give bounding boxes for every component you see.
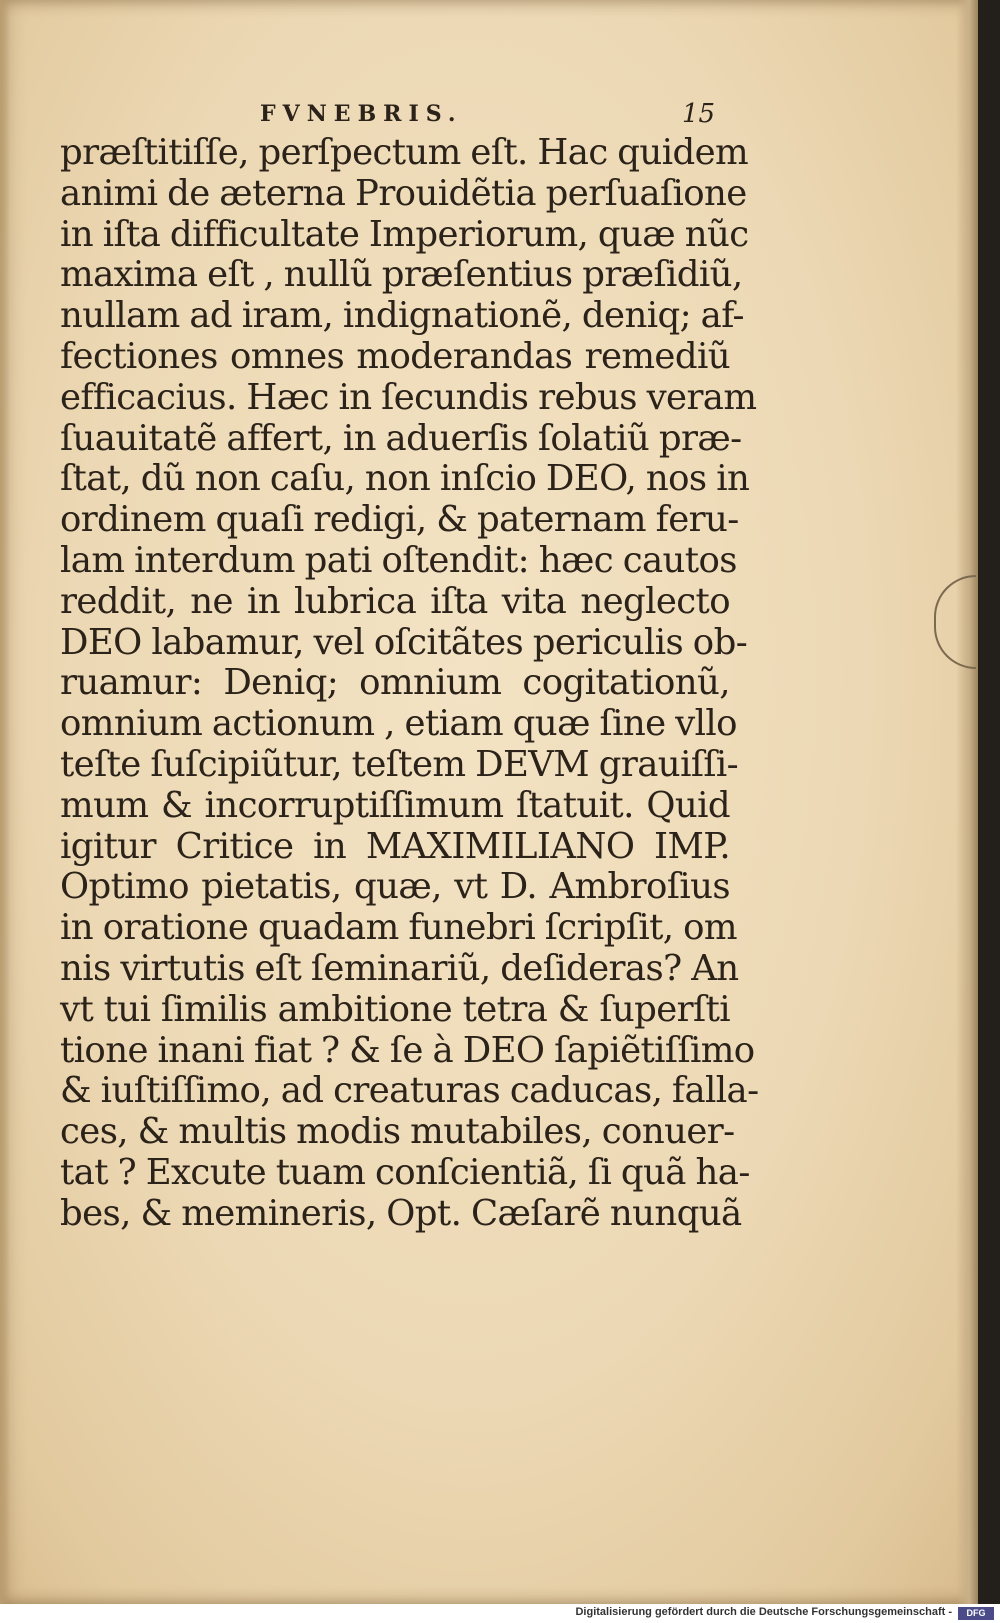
text-line: ces, & multis modis mutabiles, conuer-	[60, 1111, 735, 1153]
text-line: tione inani fiat ? & ſe à DEO ſapiẽtiſſimo	[60, 1029, 755, 1071]
text-line: nullam ad iram, indignationẽ, deniq; af-	[60, 295, 744, 337]
text-line: præſtitiſſe, perſpectum eſt. Hac quidem	[60, 132, 749, 173]
running-title: FVNEBRIS.	[260, 101, 463, 127]
text-line: efficacius. Hæc in ſecundis rebus veram	[60, 376, 757, 418]
text-line: mum & incorruptiſſimum ſtatuit. Quid	[60, 784, 730, 826]
page-gutter-shadow	[0, 0, 10, 1604]
page-number: 15	[682, 99, 716, 129]
page-clip-mark	[934, 575, 976, 669]
text-line: ſuauitatẽ affert, in aduerſis ſolatiũ præ-	[60, 417, 742, 459]
running-head	[60, 95, 730, 133]
text-line: Optimo pietatis, quæ, vt D. Ambroſius	[60, 866, 730, 908]
text-line: in iſta difficultate Imperiorum, quæ nũc	[60, 213, 749, 255]
text-line: lam interdum pati oſtendit: hæc cautos	[60, 539, 737, 581]
text-line: omnium actionum , etiam quæ ſine vllo	[60, 703, 737, 745]
text-line: igitur Critice in MAXIMILIANO IMP.	[60, 825, 730, 867]
text-line: DEO labamur, vel oſcitãtes periculis ob-	[60, 621, 748, 663]
text-line: reddit, ne in lubrica iſta vita neglecto	[60, 580, 730, 622]
text-line: ruamur: Deniq; omnium cogitationũ,	[60, 662, 730, 704]
text-line: fectiones omnes moderandas remediũ	[60, 335, 730, 377]
digitization-footer	[0, 1604, 1000, 1623]
text-line: in oratione quadam funebri ſcripſit, om	[60, 907, 737, 949]
text-line: animi de æterna Prouidẽtia perſuaſione	[60, 172, 747, 214]
text-line: nis virtutis eſt ſeminariũ, deſideras? An	[60, 947, 739, 989]
text-line: vt tui ſimilis ambitione tetra & ſuperſti	[60, 988, 730, 1030]
page-edge	[956, 0, 978, 1604]
text-line: bes, & memineris, Opt. Cæſarẽ nunquã	[60, 1192, 742, 1234]
text-lines	[60, 132, 759, 1235]
funding-credit: Digitalisierung gefördert durch die Deutsche Forschungsgemeinschaft -	[575, 1606, 952, 1618]
text-line: ſtat, dũ non caſu, non inſcio DEO, nos in	[60, 458, 750, 500]
text-line: teſte ſuſcipiũtur, teſtem DEVM grauiſſi-	[60, 743, 739, 785]
text-line: ordinem quaſi redigi, & paternam feru-	[60, 499, 739, 541]
dfg-logo: DFG	[958, 1607, 994, 1620]
text-block	[60, 95, 759, 1235]
text-line: maxima eſt , nullũ præſentius præſidiũ,	[60, 254, 743, 296]
text-line: tat ? Excute tuam conſcientiã, ſi quã ha-	[60, 1151, 750, 1193]
text-line: & iuſtiſſimo, ad creaturas caducas, falla-	[60, 1070, 759, 1112]
